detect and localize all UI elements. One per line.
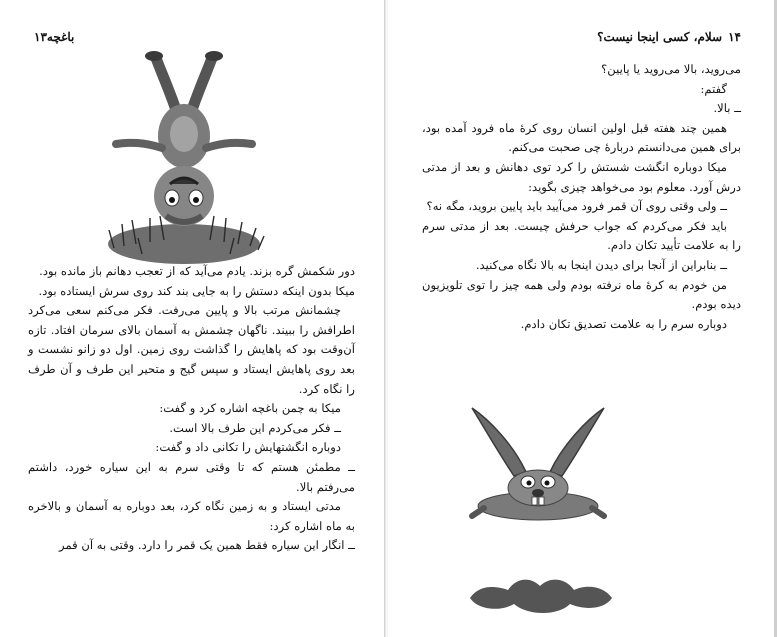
running-title: سلام، کسی اینجا نیست؟ [597, 30, 723, 44]
paragraph: ــ مطمئن هستم که تا وقتی سرم به این سیاره خورد، داشتم می‌رفتم بالا. [28, 459, 355, 494]
paragraph: مدتی ایستاد و به زمین نگاه کرد، بعد دوباره به آسمان و بالاخره به ماه اشاره کرد: [28, 499, 355, 533]
paragraph: دوباره سرم را به علامت تصدیق تکان دادم. [520, 316, 727, 331]
paragraph: همین چند هفته قبل اولین انسان روی کرهٔ ماه فرود آمده بود، برای همین می‌دانستم دربارهٔ چی صحبت می‌کنم. [422, 120, 741, 155]
paragraph: ــ ولی وقتی روی آن قمر فرود می‌آیید باید پایین بروید، مگه نه؟ [426, 199, 727, 214]
page-header [597, 30, 741, 44]
paragraph: میکا بدون اینکه دستش را به جایی بند کند روی سرش ایستاده بود. [38, 283, 355, 298]
body-text [422, 60, 741, 334]
running-title: باغچه [46, 30, 75, 44]
left-page [0, 0, 385, 637]
paragraph: چشمانش مرتب بالا و پایین می‌رفت. فکر می‌کنم سعی می‌کرد اطرافش را ببیند. ناگهان چشمش به آسمان بالای سرمان افتاد. تازه آن‌وقت بود که پاهایش را گذاشت روی زمین. اول دو زانو نشست و بعد روی پاهایش ایستاد و سپس گیج و متحیر این طرف و آن طرف را نگاه کرد. [28, 303, 355, 396]
paragraph: دوباره انگشتهایش را تکانی داد و گفت: [155, 440, 341, 455]
paragraph: دور شکمش گره بزند. یادم می‌آید که از تعجب دهانم باز مانده بود. [39, 264, 355, 278]
paragraph: میکا به چمن باغچه اشاره کرد و گفت: [159, 401, 341, 416]
right-page [388, 0, 777, 637]
page-header [28, 30, 74, 44]
page-number: ۱۳ [34, 30, 47, 44]
paragraph: میکا دوباره انگشت شستش را کرد توی دهانش و بعد از مدتی درش آورد. معلوم بود می‌خواهد چیزی بگوید: [422, 159, 741, 194]
paragraph: من خودم به کرهٔ ماه نرفته بودم ولی همه چیز را توی تلویزیون دیده بودم. [422, 277, 741, 312]
paragraph: گفتم: [700, 81, 727, 96]
body-text [28, 262, 355, 556]
paragraph: می‌روید، بالا می‌روید یا پایین؟ [601, 62, 741, 76]
paragraph: ــ انگار این سیاره فقط همین یک قمر را دارد. وقتی به آن قمر [59, 538, 355, 553]
paragraph: ــ بنابراین از آنجا برای دیدن اینجا به بالا نگاه می‌کنید. [475, 257, 727, 272]
paragraph: ــ بالا. [713, 101, 741, 116]
paragraph: باید فکر می‌کردم که جواب حرفش چیست. بعد از مدتی سرم را به علامت تأیید تکان دادم. [422, 218, 741, 253]
creature-shadow-illustration [466, 570, 616, 620]
rabbit-creature-illustration [468, 400, 608, 528]
creature-headstand-illustration [100, 48, 268, 266]
paragraph: ــ فکر می‌کردم این طرف بالا است. [169, 420, 341, 435]
page-number: ۱۴ [728, 30, 741, 44]
